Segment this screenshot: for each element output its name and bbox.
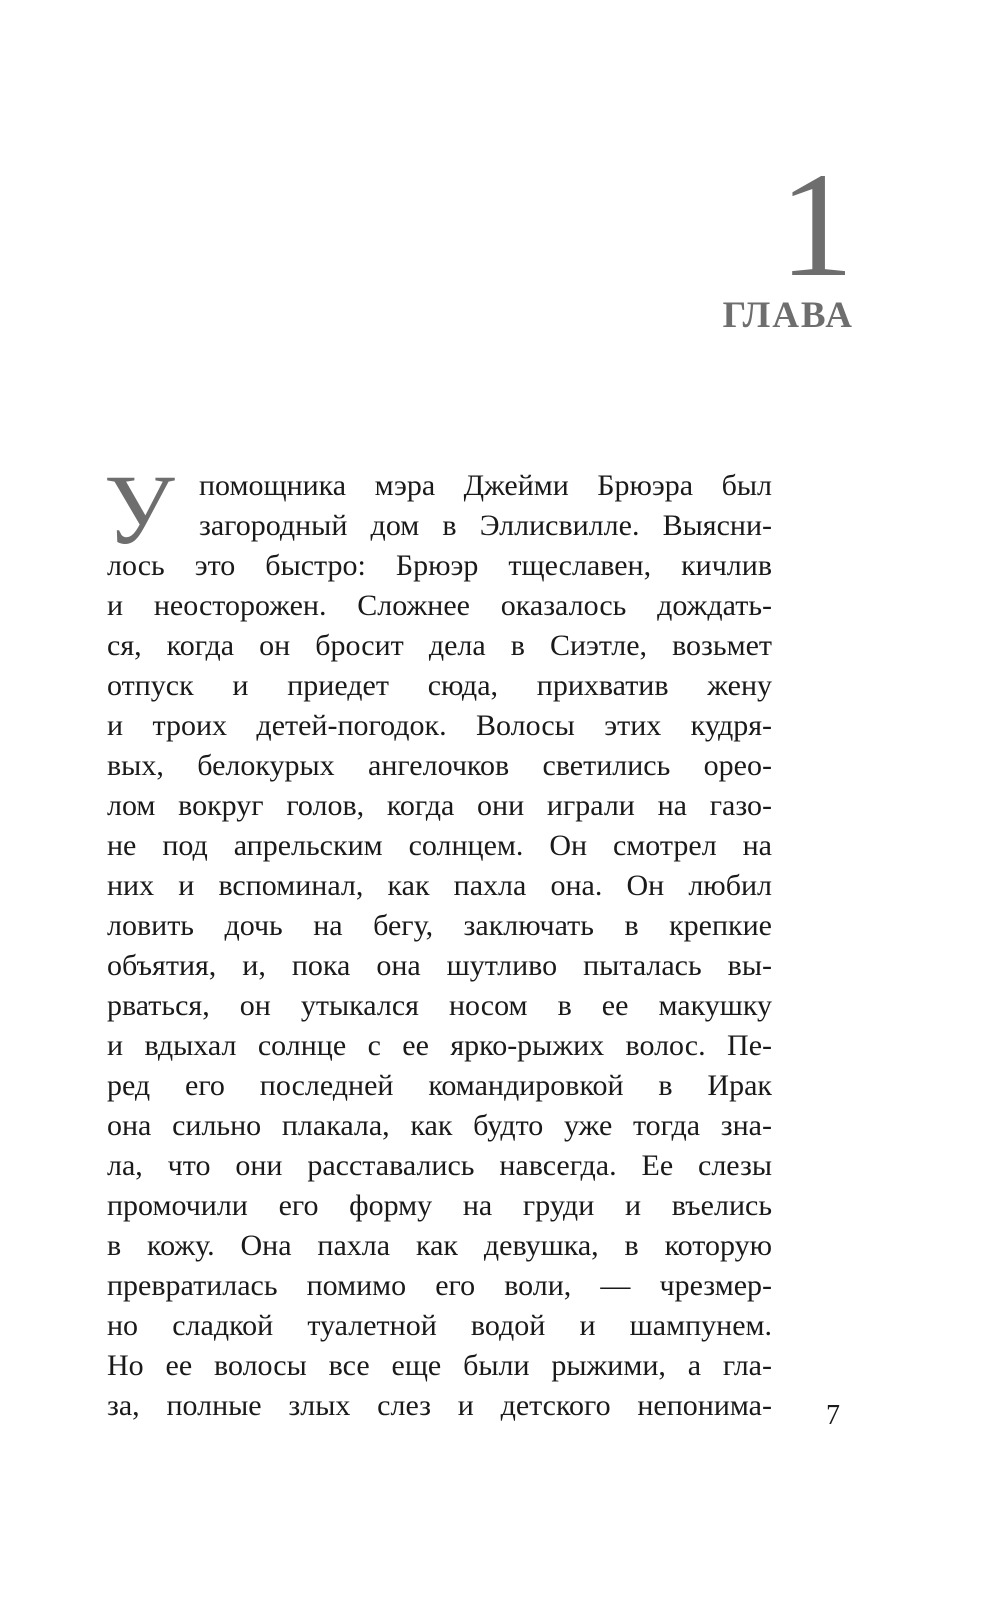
text-line: отпуск и приедет сюда, прихватив жену <box>107 669 772 702</box>
text-line: но сладкой туалетной водой и шампунем. <box>107 1309 772 1342</box>
text-line: загородный дом в Эллисвилле. Выясни- <box>199 509 772 542</box>
text-line: них и вспоминал, как пахла она. Он любил <box>107 869 772 902</box>
page-number: 7 <box>826 1400 840 1431</box>
text-line: промочили его форму на груди и въелись <box>107 1189 772 1222</box>
text-line: и троих детей-погодок. Волосы этих кудря- <box>107 709 772 742</box>
text-line: ловить дочь на бегу, заключать в крепкие <box>107 909 772 942</box>
text-line: не под апрельским солнцем. Он смотрел на <box>107 829 772 862</box>
text-line: ред его последней командировкой в Ирак <box>107 1069 772 1102</box>
body-text <box>107 466 772 1426</box>
text-line: лом вокруг голов, когда они играли на газо- <box>107 789 772 822</box>
text-line: превратилась помимо его воли, — чрезмер- <box>107 1269 772 1302</box>
text-line: ся, когда он бросит дела в Сиэтле, возьмет <box>107 629 772 662</box>
text-line: ла, что они расставались навсегда. Ее слезы <box>107 1149 772 1182</box>
text-line: в кожу. Она пахла как девушка, в которую <box>107 1229 772 1262</box>
text-line: рваться, он утыкался носом в ее макушку <box>107 989 772 1022</box>
chapter-number: 1 <box>779 142 854 308</box>
text-line: объятия, и, пока она шутливо пыталась вы- <box>107 949 772 982</box>
text-line: за, полные злых слез и детского непонима- <box>107 1389 772 1422</box>
text-line: она сильно плакала, как будто уже тогда зна- <box>107 1109 772 1142</box>
text-line: лось это быстро: Брюэр тщеславен, кичлив <box>107 549 772 582</box>
text-line: и вдыхал солнце с ее ярко-рыжих волос. Пе- <box>107 1029 772 1062</box>
text-line: помощника мэра Джейми Брюэра был <box>199 469 772 502</box>
drop-cap: У <box>104 454 175 565</box>
text-line: Но ее волосы все еще были рыжими, а гла- <box>107 1349 772 1382</box>
text-line: вых, белокурых ангелочков светились орео- <box>107 749 772 782</box>
text-line: и неосторожен. Сложнее оказалось дождать- <box>107 589 772 622</box>
chapter-label: ГЛАВА <box>722 295 854 336</box>
